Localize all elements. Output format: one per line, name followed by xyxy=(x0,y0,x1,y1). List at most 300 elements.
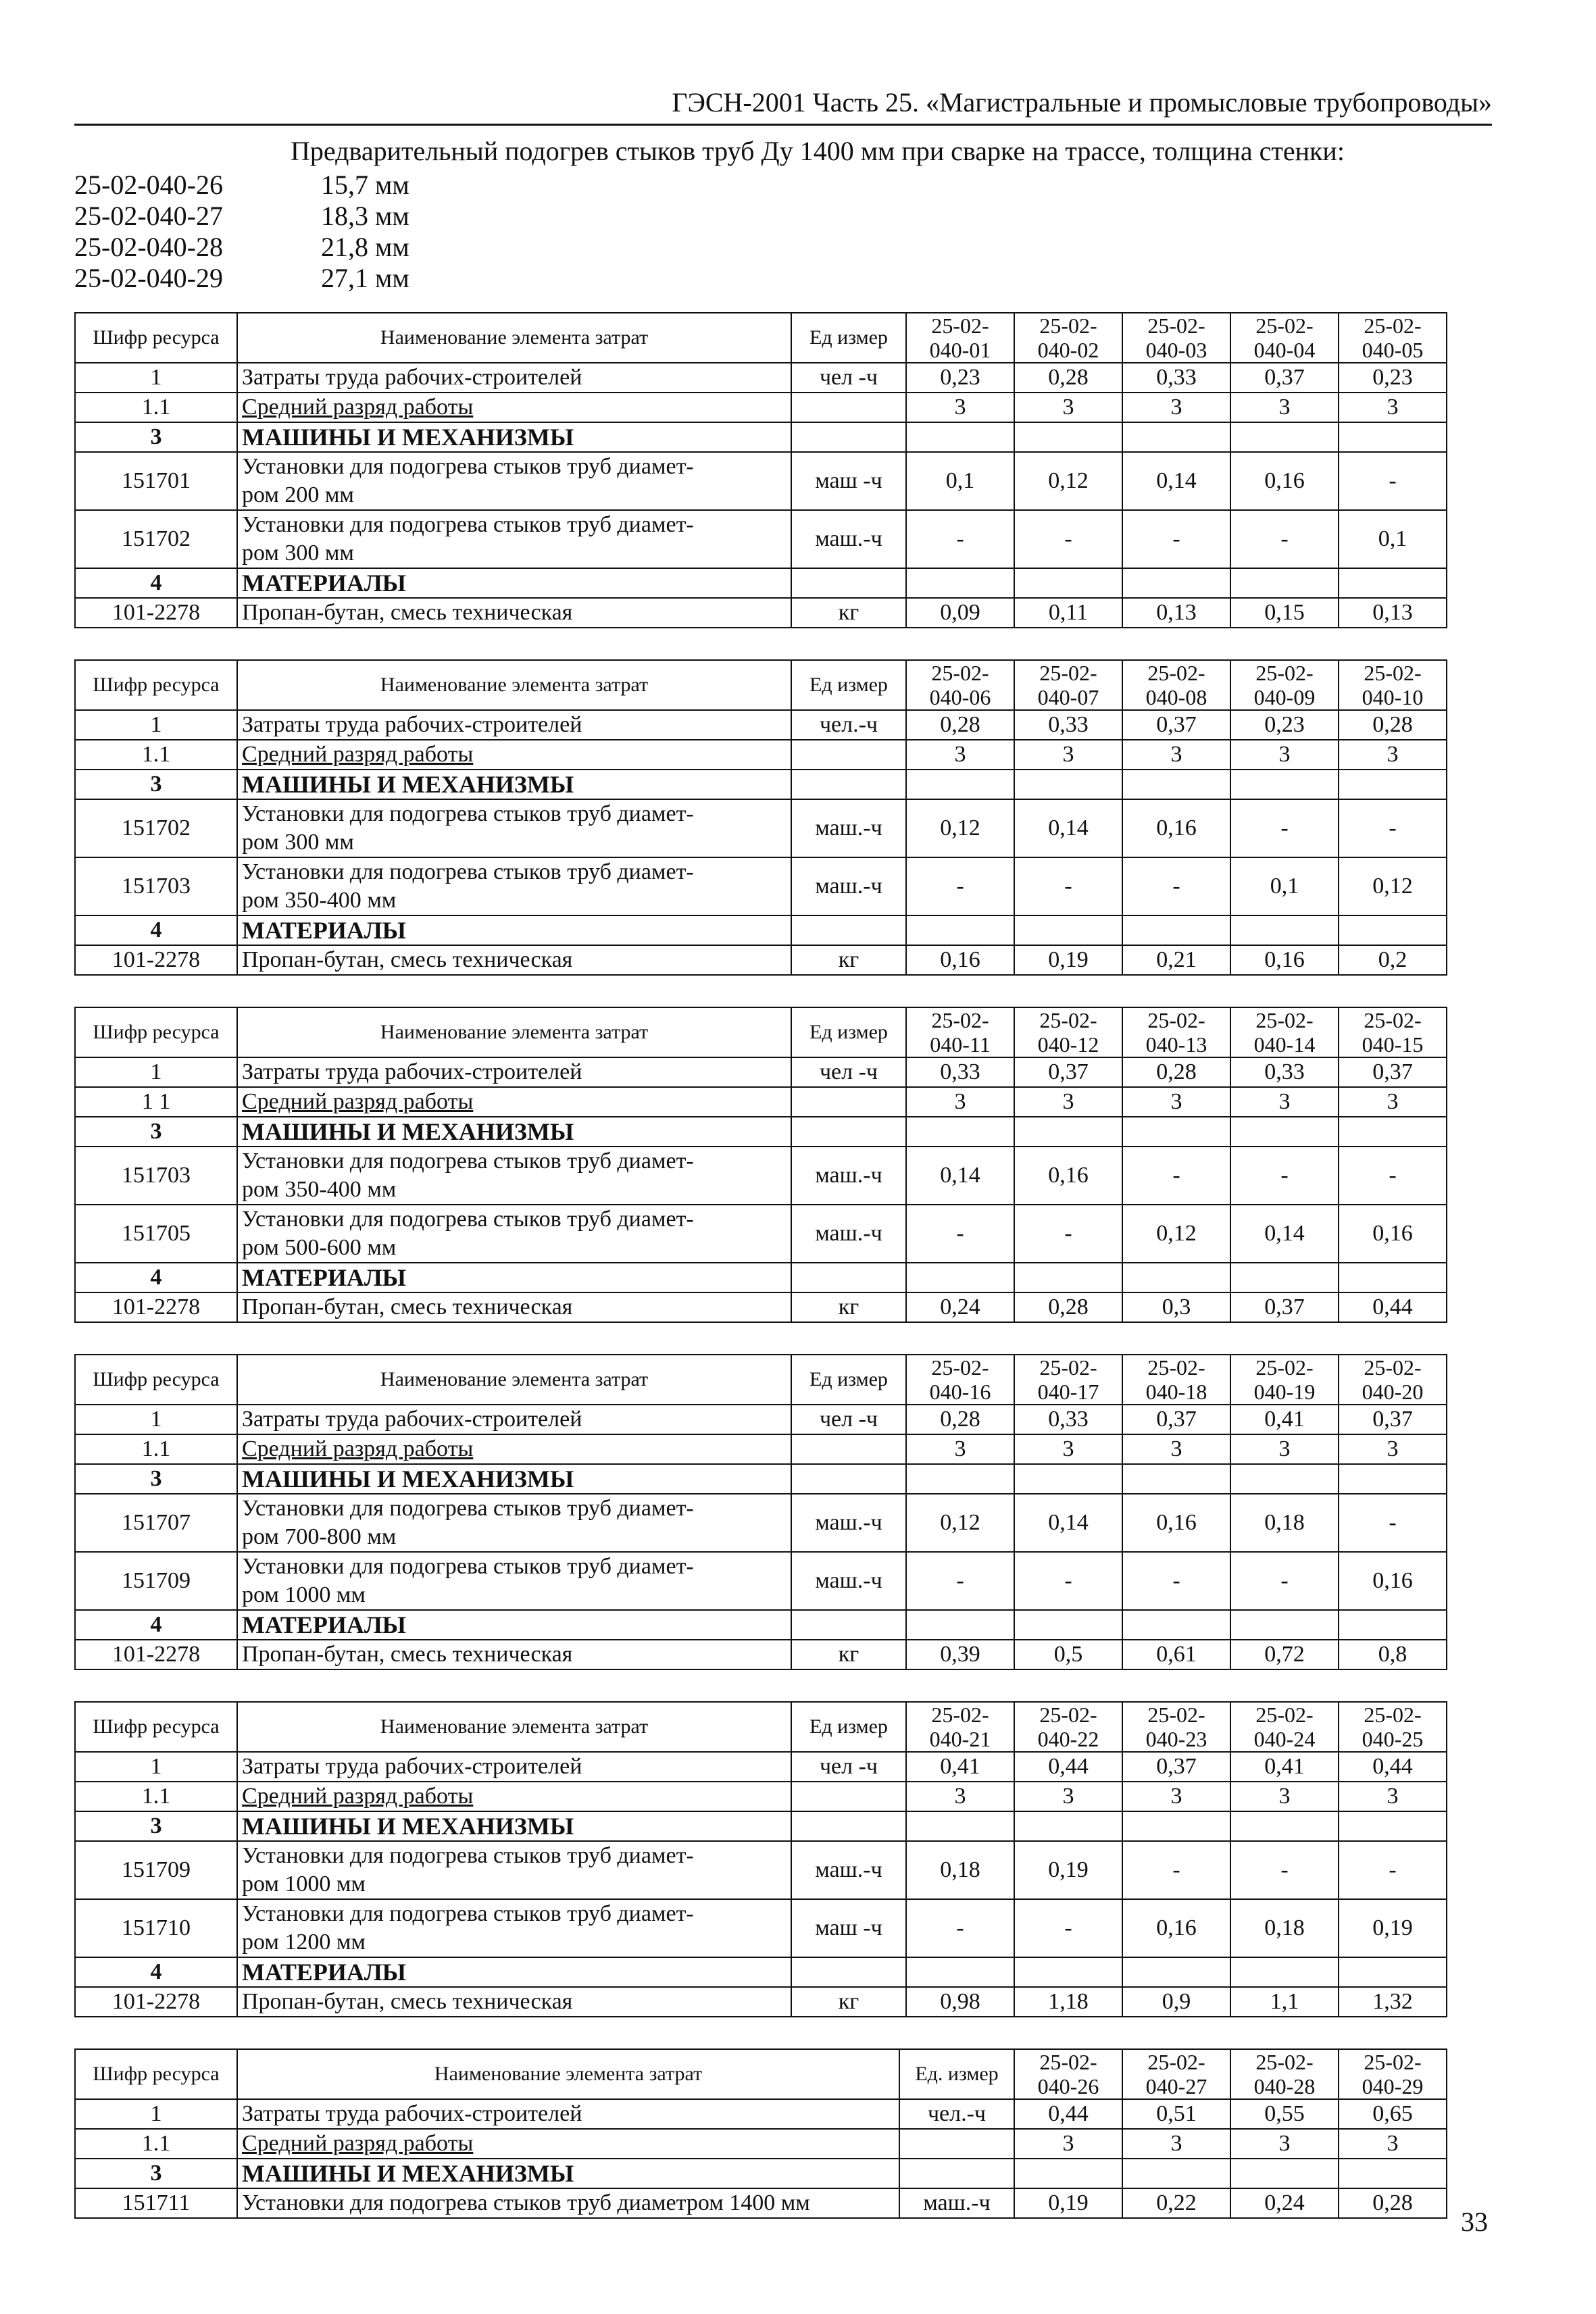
resource-value: - xyxy=(1230,799,1339,857)
table-header-row xyxy=(75,660,1447,710)
table-row xyxy=(75,770,1447,799)
resource-code: 151705 xyxy=(75,1205,237,1263)
header-code: Шифр ресурса xyxy=(75,2049,237,2099)
resource-name: Средний разряд работы xyxy=(237,2129,899,2159)
header-name: Наименование элемента затрат xyxy=(237,2049,899,2099)
header-norm-code: 25-02- 040-08 xyxy=(1122,660,1230,710)
header-norm-code: 25-02- 040-29 xyxy=(1339,2049,1447,2099)
resource-value: - xyxy=(1014,857,1122,915)
resource-name: Установки для подогрева стыков труб диамет- ром 200 мм xyxy=(237,452,791,510)
resource-unit: кг xyxy=(791,598,906,628)
resource-value xyxy=(1014,422,1122,452)
resource-value: 0,16 xyxy=(1230,452,1339,510)
resource-value xyxy=(906,1811,1014,1841)
resource-value: 0,14 xyxy=(1230,1205,1339,1263)
resource-value: 0,16 xyxy=(1014,1147,1122,1205)
resource-value: 0,21 xyxy=(1122,945,1230,975)
resource-value: 0,37 xyxy=(1339,1405,1447,1434)
resource-value xyxy=(1122,1957,1230,1987)
resource-name: Затраты труда рабочих-строителей xyxy=(237,1057,791,1087)
resource-value: 0,2 xyxy=(1339,945,1447,975)
resource-code: 151707 xyxy=(75,1494,237,1552)
resource-value xyxy=(1339,1117,1447,1147)
resource-value: 0,9 xyxy=(1122,1987,1230,2017)
resource-value: - xyxy=(1014,510,1122,568)
resource-value: 0,37 xyxy=(1122,710,1230,740)
resource-value: 1,1 xyxy=(1230,1987,1339,2017)
table-row xyxy=(75,1117,1447,1147)
resource-unit xyxy=(791,740,906,770)
resource-value: 0,44 xyxy=(1014,2099,1122,2129)
resource-name: Затраты труда рабочих-строителей xyxy=(237,2099,899,2129)
table-row xyxy=(75,799,1447,857)
resource-value: 0,19 xyxy=(1339,1899,1447,1957)
resource-unit: маш.-ч xyxy=(791,1494,906,1552)
resource-value: 0,12 xyxy=(1122,1205,1230,1263)
resource-code: 1.1 xyxy=(75,393,237,422)
resource-value: 0,33 xyxy=(1014,710,1122,740)
resource-value xyxy=(1014,1957,1122,1987)
resource-value: 0,1 xyxy=(1339,510,1447,568)
table-row xyxy=(75,2188,1447,2218)
header-norm-code: 25-02- 040-23 xyxy=(1122,1702,1230,1752)
resource-value xyxy=(1230,1957,1339,1987)
resource-value: 3 xyxy=(1122,393,1230,422)
resource-code: 3 xyxy=(75,422,237,452)
table-row xyxy=(75,2159,1447,2188)
header-unit: Ед измер xyxy=(791,313,906,363)
header-norm-code: 25-02- 040-21 xyxy=(906,1702,1014,1752)
resource-value: 0,15 xyxy=(1230,598,1339,628)
resource-value xyxy=(906,1464,1014,1494)
resource-unit: маш -ч xyxy=(791,1899,906,1957)
resource-code: 3 xyxy=(75,770,237,799)
resource-name: Установки для подогрева стыков труб диамет- ром 1200 мм xyxy=(237,1899,791,1957)
table-header-row xyxy=(75,2049,1447,2099)
norm-code: 25-02-040-28 xyxy=(74,231,223,262)
resource-value: - xyxy=(906,1552,1014,1610)
resource-code: 101-2278 xyxy=(75,598,237,628)
norm-table xyxy=(74,659,1447,976)
table-row xyxy=(75,510,1447,568)
resource-name: Установки для подогрева стыков труб диамет- ром 1000 мм xyxy=(237,1552,791,1610)
resource-value xyxy=(1122,422,1230,452)
norm-code: 25-02-040-27 xyxy=(74,200,223,231)
header-unit: Ед измер xyxy=(791,1702,906,1752)
resource-value: 0,18 xyxy=(906,1841,1014,1899)
resource-value xyxy=(1230,770,1339,799)
table-row xyxy=(75,1610,1447,1640)
resource-value: 3 xyxy=(906,1434,1014,1464)
resource-name: Затраты труда рабочих-строителей xyxy=(237,1752,791,1782)
resource-value: 0,13 xyxy=(1339,598,1447,628)
resource-code: 3 xyxy=(75,1464,237,1494)
resource-value: 0,14 xyxy=(1014,799,1122,857)
resource-value: 3 xyxy=(1339,393,1447,422)
resource-value xyxy=(906,1957,1014,1987)
resource-value: 3 xyxy=(1230,1434,1339,1464)
resource-code: 101-2278 xyxy=(75,1292,237,1322)
resource-value: - xyxy=(1339,1494,1447,1552)
resource-value xyxy=(906,1117,1014,1147)
resource-name: Затраты труда рабочих-строителей xyxy=(237,710,791,740)
header-norm-code: 25-02- 040-22 xyxy=(1014,1702,1122,1752)
resource-name: МАТЕРИАЛЫ xyxy=(237,1610,791,1640)
resource-value: 0,37 xyxy=(1230,1292,1339,1322)
resource-code: 151702 xyxy=(75,510,237,568)
resource-value: 3 xyxy=(1122,1434,1230,1464)
header-norm-code: 25-02- 040-13 xyxy=(1122,1007,1230,1057)
resource-name: МАШИНЫ И МЕХАНИЗМЫ xyxy=(237,1464,791,1494)
table-row xyxy=(75,1405,1447,1434)
resource-value: - xyxy=(906,510,1014,568)
header-unit: Ед измер xyxy=(791,1007,906,1057)
resource-value: 0,11 xyxy=(1014,598,1122,628)
resource-name: МАШИНЫ И МЕХАНИЗМЫ xyxy=(237,422,791,452)
table-header-row xyxy=(75,1007,1447,1057)
resource-code: 151703 xyxy=(75,1147,237,1205)
resource-code: 101-2278 xyxy=(75,945,237,975)
resource-value xyxy=(1014,1811,1122,1841)
resource-code: 151702 xyxy=(75,799,237,857)
resource-code: 1.1 xyxy=(75,2129,237,2159)
resource-value: - xyxy=(1339,452,1447,510)
resource-unit: чел -ч xyxy=(791,1752,906,1782)
table-row xyxy=(75,1752,1447,1782)
resource-value: 0,51 xyxy=(1122,2099,1230,2129)
resource-value: 0,41 xyxy=(1230,1752,1339,1782)
resource-value: 0,13 xyxy=(1122,598,1230,628)
resource-name: Установки для подогрева стыков труб диамет- ром 350-400 мм xyxy=(237,857,791,915)
resource-name: МАШИНЫ И МЕХАНИЗМЫ xyxy=(237,2159,899,2188)
resource-value: 0,18 xyxy=(1230,1494,1339,1552)
resource-value xyxy=(1230,1117,1339,1147)
resource-value: 0,1 xyxy=(1230,857,1339,915)
resource-value: 3 xyxy=(1122,1782,1230,1811)
resource-value: 0,65 xyxy=(1339,2099,1447,2129)
table-row xyxy=(75,857,1447,915)
norm-desc: 27,1 мм xyxy=(321,262,409,293)
table-row xyxy=(75,1987,1447,2017)
resource-value: 0,16 xyxy=(1122,1494,1230,1552)
resource-value: 0,16 xyxy=(1122,799,1230,857)
resource-value xyxy=(1230,1263,1339,1292)
resource-value: 3 xyxy=(1339,1782,1447,1811)
header-norm-code: 25-02- 040-16 xyxy=(906,1355,1014,1405)
resource-value: 0,44 xyxy=(1339,1752,1447,1782)
resource-value: 0,41 xyxy=(1230,1405,1339,1434)
resource-value: 0,16 xyxy=(1339,1205,1447,1263)
resource-unit xyxy=(791,770,906,799)
resource-code: 3 xyxy=(75,2159,237,2188)
resource-value: 3 xyxy=(1230,2129,1339,2159)
resource-value: 3 xyxy=(906,740,1014,770)
page-number: 33 xyxy=(1461,2207,1488,2237)
resource-value xyxy=(1339,422,1447,452)
resource-value: 3 xyxy=(1014,1434,1122,1464)
resource-value xyxy=(1339,1610,1447,1640)
resource-unit xyxy=(791,1957,906,1987)
resource-name: МАШИНЫ И МЕХАНИЗМЫ xyxy=(237,1117,791,1147)
header-norm-code: 25-02- 040-24 xyxy=(1230,1702,1339,1752)
resource-value xyxy=(1230,2159,1339,2188)
resource-unit xyxy=(899,2159,1014,2188)
resource-name: Пропан-бутан, смесь техническая xyxy=(237,1292,791,1322)
table-row xyxy=(75,1957,1447,1987)
resource-unit: маш.-ч xyxy=(791,1147,906,1205)
header-code: Шифр ресурса xyxy=(75,1007,237,1057)
resource-value: 3 xyxy=(1230,1087,1339,1117)
header-unit: Ед измер xyxy=(791,660,906,710)
resource-unit: чел -ч xyxy=(791,1405,906,1434)
resource-value: 0,22 xyxy=(1122,2188,1230,2218)
table-row xyxy=(75,1494,1447,1552)
resource-value xyxy=(1014,568,1122,598)
resource-name: Затраты труда рабочих-строителей xyxy=(237,363,791,393)
header-norm-code: 25-02- 040-17 xyxy=(1014,1355,1122,1405)
resource-value: 0,28 xyxy=(906,1405,1014,1434)
resource-name: Пропан-бутан, смесь техническая xyxy=(237,945,791,975)
resource-value: 3 xyxy=(906,393,1014,422)
header-code: Шифр ресурса xyxy=(75,1702,237,1752)
resource-value xyxy=(1122,1117,1230,1147)
resource-value: - xyxy=(1014,1899,1122,1957)
resource-value: 3 xyxy=(906,1782,1014,1811)
resource-name: МАТЕРИАЛЫ xyxy=(237,1957,791,1987)
resource-code: 151710 xyxy=(75,1899,237,1957)
header-norm-code: 25-02- 040-25 xyxy=(1339,1702,1447,1752)
header-norm-code: 25-02- 040-09 xyxy=(1230,660,1339,710)
resource-unit xyxy=(791,393,906,422)
resource-unit: кг xyxy=(791,1640,906,1669)
header-norm-code: 25-02- 040-19 xyxy=(1230,1355,1339,1405)
resource-value: 3 xyxy=(1014,1782,1122,1811)
resource-code: 151709 xyxy=(75,1552,237,1610)
header-norm-code: 25-02- 040-27 xyxy=(1122,2049,1230,2099)
resource-value: - xyxy=(1230,1841,1339,1899)
resource-value: 0,23 xyxy=(1230,710,1339,740)
resource-value: 3 xyxy=(1014,393,1122,422)
resource-value: - xyxy=(1339,799,1447,857)
resource-name: Установки для подогрева стыков труб диамет- ром 700-800 мм xyxy=(237,1494,791,1552)
table-row xyxy=(75,1640,1447,1669)
norm-code-item xyxy=(74,200,409,231)
resource-code: 1 xyxy=(75,1057,237,1087)
table-row xyxy=(75,422,1447,452)
resource-value: 0,14 xyxy=(1014,1494,1122,1552)
resource-value: 1,18 xyxy=(1014,1987,1122,2017)
resource-name: Установки для подогрева стыков труб диаметром 1400 мм xyxy=(237,2188,899,2218)
resource-value: 0,09 xyxy=(906,598,1014,628)
norm-code-item xyxy=(74,169,409,200)
table-row xyxy=(75,393,1447,422)
resource-value: 0,28 xyxy=(1014,363,1122,393)
resource-value xyxy=(906,770,1014,799)
resource-code: 1 xyxy=(75,1405,237,1434)
resource-name: Установки для подогрева стыков труб диамет- ром 500-600 мм xyxy=(237,1205,791,1263)
resource-value: 0,44 xyxy=(1339,1292,1447,1322)
resource-unit: маш.-ч xyxy=(791,857,906,915)
resource-value xyxy=(906,915,1014,945)
norm-table xyxy=(74,1007,1447,1323)
resource-code: 4 xyxy=(75,568,237,598)
resource-name: Пропан-бутан, смесь техническая xyxy=(237,598,791,628)
header-norm-code: 25-02- 040-07 xyxy=(1014,660,1122,710)
resource-value: - xyxy=(1122,857,1230,915)
resource-unit xyxy=(899,2129,1014,2159)
table-row xyxy=(75,945,1447,975)
header-norm-code: 25-02- 040-14 xyxy=(1230,1007,1339,1057)
resource-value: 3 xyxy=(1014,1087,1122,1117)
resource-value: 1,32 xyxy=(1339,1987,1447,2017)
resource-unit xyxy=(791,568,906,598)
resource-value: 0,24 xyxy=(906,1292,1014,1322)
resource-code: 1 xyxy=(75,2099,237,2129)
resource-value: - xyxy=(906,1205,1014,1263)
table-row xyxy=(75,2099,1447,2129)
resource-value xyxy=(1339,1464,1447,1494)
resource-name: Средний разряд работы xyxy=(237,1087,791,1117)
resource-name: Установки для подогрева стыков труб диамет- ром 1000 мм xyxy=(237,1841,791,1899)
resource-unit: маш -ч xyxy=(791,452,906,510)
resource-value xyxy=(1014,1610,1122,1640)
resource-value: 0,55 xyxy=(1230,2099,1339,2129)
table-row xyxy=(75,2129,1447,2159)
header-norm-code: 25-02- 040-06 xyxy=(906,660,1014,710)
resource-value: 0,98 xyxy=(906,1987,1014,2017)
header-code: Шифр ресурса xyxy=(75,1355,237,1405)
running-header xyxy=(74,86,1492,126)
resource-name: МАШИНЫ И МЕХАНИЗМЫ xyxy=(237,1811,791,1841)
resource-value: - xyxy=(1014,1205,1122,1263)
resource-unit: кг xyxy=(791,1987,906,2017)
resource-name: Затраты труда рабочих-строителей xyxy=(237,1405,791,1434)
table-row xyxy=(75,1464,1447,1494)
resource-value: 0,28 xyxy=(1014,1292,1122,1322)
resource-value: 0,28 xyxy=(1122,1057,1230,1087)
resource-name: МАТЕРИАЛЫ xyxy=(237,915,791,945)
resource-code: 101-2278 xyxy=(75,1640,237,1669)
header-norm-code: 25-02- 040-11 xyxy=(906,1007,1014,1057)
resource-value: 0,12 xyxy=(906,799,1014,857)
resource-unit xyxy=(791,1434,906,1464)
resource-unit xyxy=(791,1811,906,1841)
resource-code: 101-2278 xyxy=(75,1987,237,2017)
norm-desc: 15,7 мм xyxy=(321,169,409,200)
resource-code: 3 xyxy=(75,1117,237,1147)
resource-value xyxy=(1122,770,1230,799)
resource-code: 1 xyxy=(75,710,237,740)
resource-value xyxy=(1230,915,1339,945)
resource-value xyxy=(1014,1117,1122,1147)
resource-value: - xyxy=(1122,1841,1230,1899)
resource-code: 4 xyxy=(75,915,237,945)
table-row xyxy=(75,568,1447,598)
table-row xyxy=(75,1057,1447,1087)
table-row xyxy=(75,598,1447,628)
resource-unit: чел.-ч xyxy=(899,2099,1014,2129)
table-row xyxy=(75,1841,1447,1899)
resource-value xyxy=(1014,915,1122,945)
norm-table xyxy=(74,1701,1447,2017)
resource-code: 151701 xyxy=(75,452,237,510)
resource-value: 3 xyxy=(1122,1087,1230,1117)
resource-name: Средний разряд работы xyxy=(237,393,791,422)
resource-value xyxy=(1339,770,1447,799)
table-row xyxy=(75,915,1447,945)
table-row xyxy=(75,1434,1447,1464)
resource-code: 4 xyxy=(75,1263,237,1292)
norm-code: 25-02-040-29 xyxy=(74,262,223,293)
resource-value: 0,37 xyxy=(1339,1057,1447,1087)
resource-value: 3 xyxy=(906,1087,1014,1117)
resource-unit xyxy=(791,1610,906,1640)
resource-value xyxy=(1339,915,1447,945)
resource-value: 3 xyxy=(1014,2129,1122,2159)
resource-value: 0,16 xyxy=(1230,945,1339,975)
resource-value: 0,23 xyxy=(1339,363,1447,393)
resource-value: - xyxy=(1339,1841,1447,1899)
resource-value xyxy=(1230,1610,1339,1640)
resource-value: 0,12 xyxy=(1014,452,1122,510)
resource-unit: маш.-ч xyxy=(791,799,906,857)
resource-unit xyxy=(791,1782,906,1811)
resource-name: Средний разряд работы xyxy=(237,740,791,770)
resource-value xyxy=(1339,2159,1447,2188)
resource-value xyxy=(1230,1811,1339,1841)
table-row xyxy=(75,710,1447,740)
resource-value xyxy=(1122,915,1230,945)
resource-unit: маш.-ч xyxy=(899,2188,1014,2218)
resource-code: 3 xyxy=(75,1811,237,1841)
resource-unit: кг xyxy=(791,1292,906,1322)
resource-value: - xyxy=(1122,1147,1230,1205)
resource-code: 4 xyxy=(75,1610,237,1640)
resource-value: 0,44 xyxy=(1014,1752,1122,1782)
table-header-row xyxy=(75,1355,1447,1405)
resource-unit xyxy=(791,1464,906,1494)
resource-value: 0,33 xyxy=(1122,363,1230,393)
table-row xyxy=(75,740,1447,770)
table-row xyxy=(75,1552,1447,1610)
resource-value: - xyxy=(1122,510,1230,568)
header-norm-code: 25-02- 040-20 xyxy=(1339,1355,1447,1405)
resource-code: 1.1 xyxy=(75,1782,237,1811)
norm-desc: 18,3 мм xyxy=(321,200,409,231)
resource-name: Установки для подогрева стыков труб диамет- ром 350-400 мм xyxy=(237,1147,791,1205)
resource-value: 0,37 xyxy=(1230,363,1339,393)
resource-value: 0,19 xyxy=(1014,2188,1122,2218)
resource-value: 0,37 xyxy=(1122,1752,1230,1782)
resource-value: - xyxy=(1339,1147,1447,1205)
header-name: Наименование элемента затрат xyxy=(237,313,791,363)
resource-value: 3 xyxy=(1014,740,1122,770)
resource-name: МАТЕРИАЛЫ xyxy=(237,1263,791,1292)
resource-value: 0,24 xyxy=(1230,2188,1339,2218)
norm-tables xyxy=(74,312,1446,2250)
resource-value: 0,28 xyxy=(1339,2188,1447,2218)
resource-value: 3 xyxy=(1122,740,1230,770)
resource-value: 0,28 xyxy=(1339,710,1447,740)
resource-name: Средний разряд работы xyxy=(237,1782,791,1811)
table-row xyxy=(75,452,1447,510)
resource-value: 0,19 xyxy=(1014,1841,1122,1899)
resource-value: 0,3 xyxy=(1122,1292,1230,1322)
header-name: Наименование элемента затрат xyxy=(237,1355,791,1405)
table-row xyxy=(75,1782,1447,1811)
resource-value: - xyxy=(906,857,1014,915)
header-norm-code: 25-02- 040-28 xyxy=(1230,2049,1339,2099)
